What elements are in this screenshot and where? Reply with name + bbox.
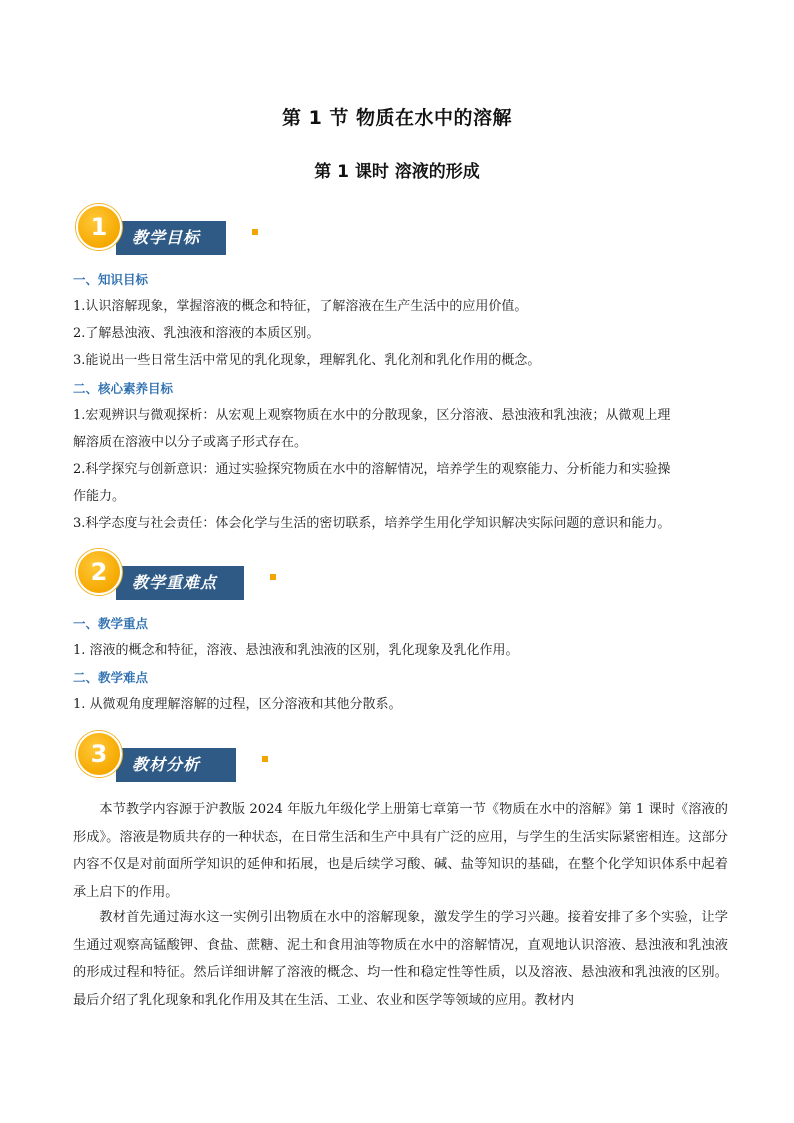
badge-label: 教学目标 [132, 228, 201, 247]
text-line: 1. 溶液的概念和特征，溶液、悬浊液和乳浊液的区别，乳化现象及乳化作用。 [73, 643, 519, 658]
badge-label: 教材分析 [132, 755, 201, 774]
text-line: 作能力。 [73, 489, 126, 504]
text-line: 3.能说出一些日常生活中常见的乳化现象，理解乳化、乳化剂和乳化作用的概念。 [73, 353, 541, 368]
badge-number: 2 [76, 549, 122, 595]
text-line: 解溶质在溶液中以分子或离子形式存在。 [73, 435, 308, 450]
group-heading: 二、核心素养目标 [73, 381, 174, 396]
body-paragraph: 教材首先通过海水这一实例引出物质在水中的溶解现象，激发学生的学习兴趣。接着安排了多个实验，让学生通过观察高锰酸钾、食盐、蔗糖、泥土和食用油等物质在水中的溶解情况，直观地认识溶液、悬浊液和乳浊液的形成过程和特征。然后详细讲解了溶液的概念、均一性和稳定性等性质，以及溶液、悬浊液和乳浊液的区别。最后介绍了乳化现象和乳化作用及其在生活、工业、农业和医学等领域的应用。教材内 [73, 910, 728, 1008]
text-line: 2.科学探究与创新意识：通过实验探究物质在水中的溶解情况，培养学生的观察能力、分析能力和实验操 [73, 462, 671, 477]
badge-number: 3 [76, 731, 122, 777]
group-heading: 一、知识目标 [73, 272, 149, 287]
body-paragraph: 本节教学内容源于沪教版 2024 年版九年级化学上册第七章第一节《物质在水中的溶解》第 1 课时《溶液的形成》。溶液是物质共存的一种状态，在日常生活和生产中具有广泛的应用，与学生的生活实际紧密相连。这部分内容不仅是对前面所学知识的延伸和拓展，也是后续学习酸、碱、盐等知识的基础，在整个化学知识体系中起着承上启下的作用。 [73, 802, 728, 900]
badge-number: 1 [76, 204, 122, 250]
text-line: 2.了解悬浊液、乳浊液和溶液的本质区别。 [73, 326, 320, 341]
page-subtitle: 第 1 课时 溶液的形成 [314, 162, 480, 182]
page-title: 第 1 节 物质在水中的溶解 [281, 107, 513, 129]
group-heading: 二、教学难点 [73, 670, 149, 685]
group-heading: 一、教学重点 [73, 616, 149, 631]
section-badge-objectives [76, 204, 276, 264]
text-line: 3.科学态度与社会责任：体会化学与生活的密切联系，培养学生用化学知识解决实际问题的意识和能力。 [73, 516, 671, 531]
text-line: 1.认识溶解现象，掌握溶液的概念和特征，了解溶液在生产生活中的应用价值。 [73, 299, 528, 314]
badge-accent [262, 756, 268, 762]
text-line: 1. 从微观角度理解溶解的过程，区分溶液和其他分散系。 [73, 697, 402, 712]
text-line: 1.宏观辨识与微观探析：从宏观上观察物质在水中的分散现象，区分溶液、悬浊液和乳浊液；从微观上理 [73, 408, 671, 423]
badge-bar [116, 221, 226, 255]
section-badge-analysis [76, 731, 276, 791]
badge-bar [116, 566, 244, 600]
badge-bar [116, 748, 236, 782]
badge-accent [252, 229, 258, 235]
badge-label: 教学重难点 [132, 573, 218, 592]
badge-accent [270, 574, 276, 580]
section-badge-key-points [76, 549, 276, 609]
